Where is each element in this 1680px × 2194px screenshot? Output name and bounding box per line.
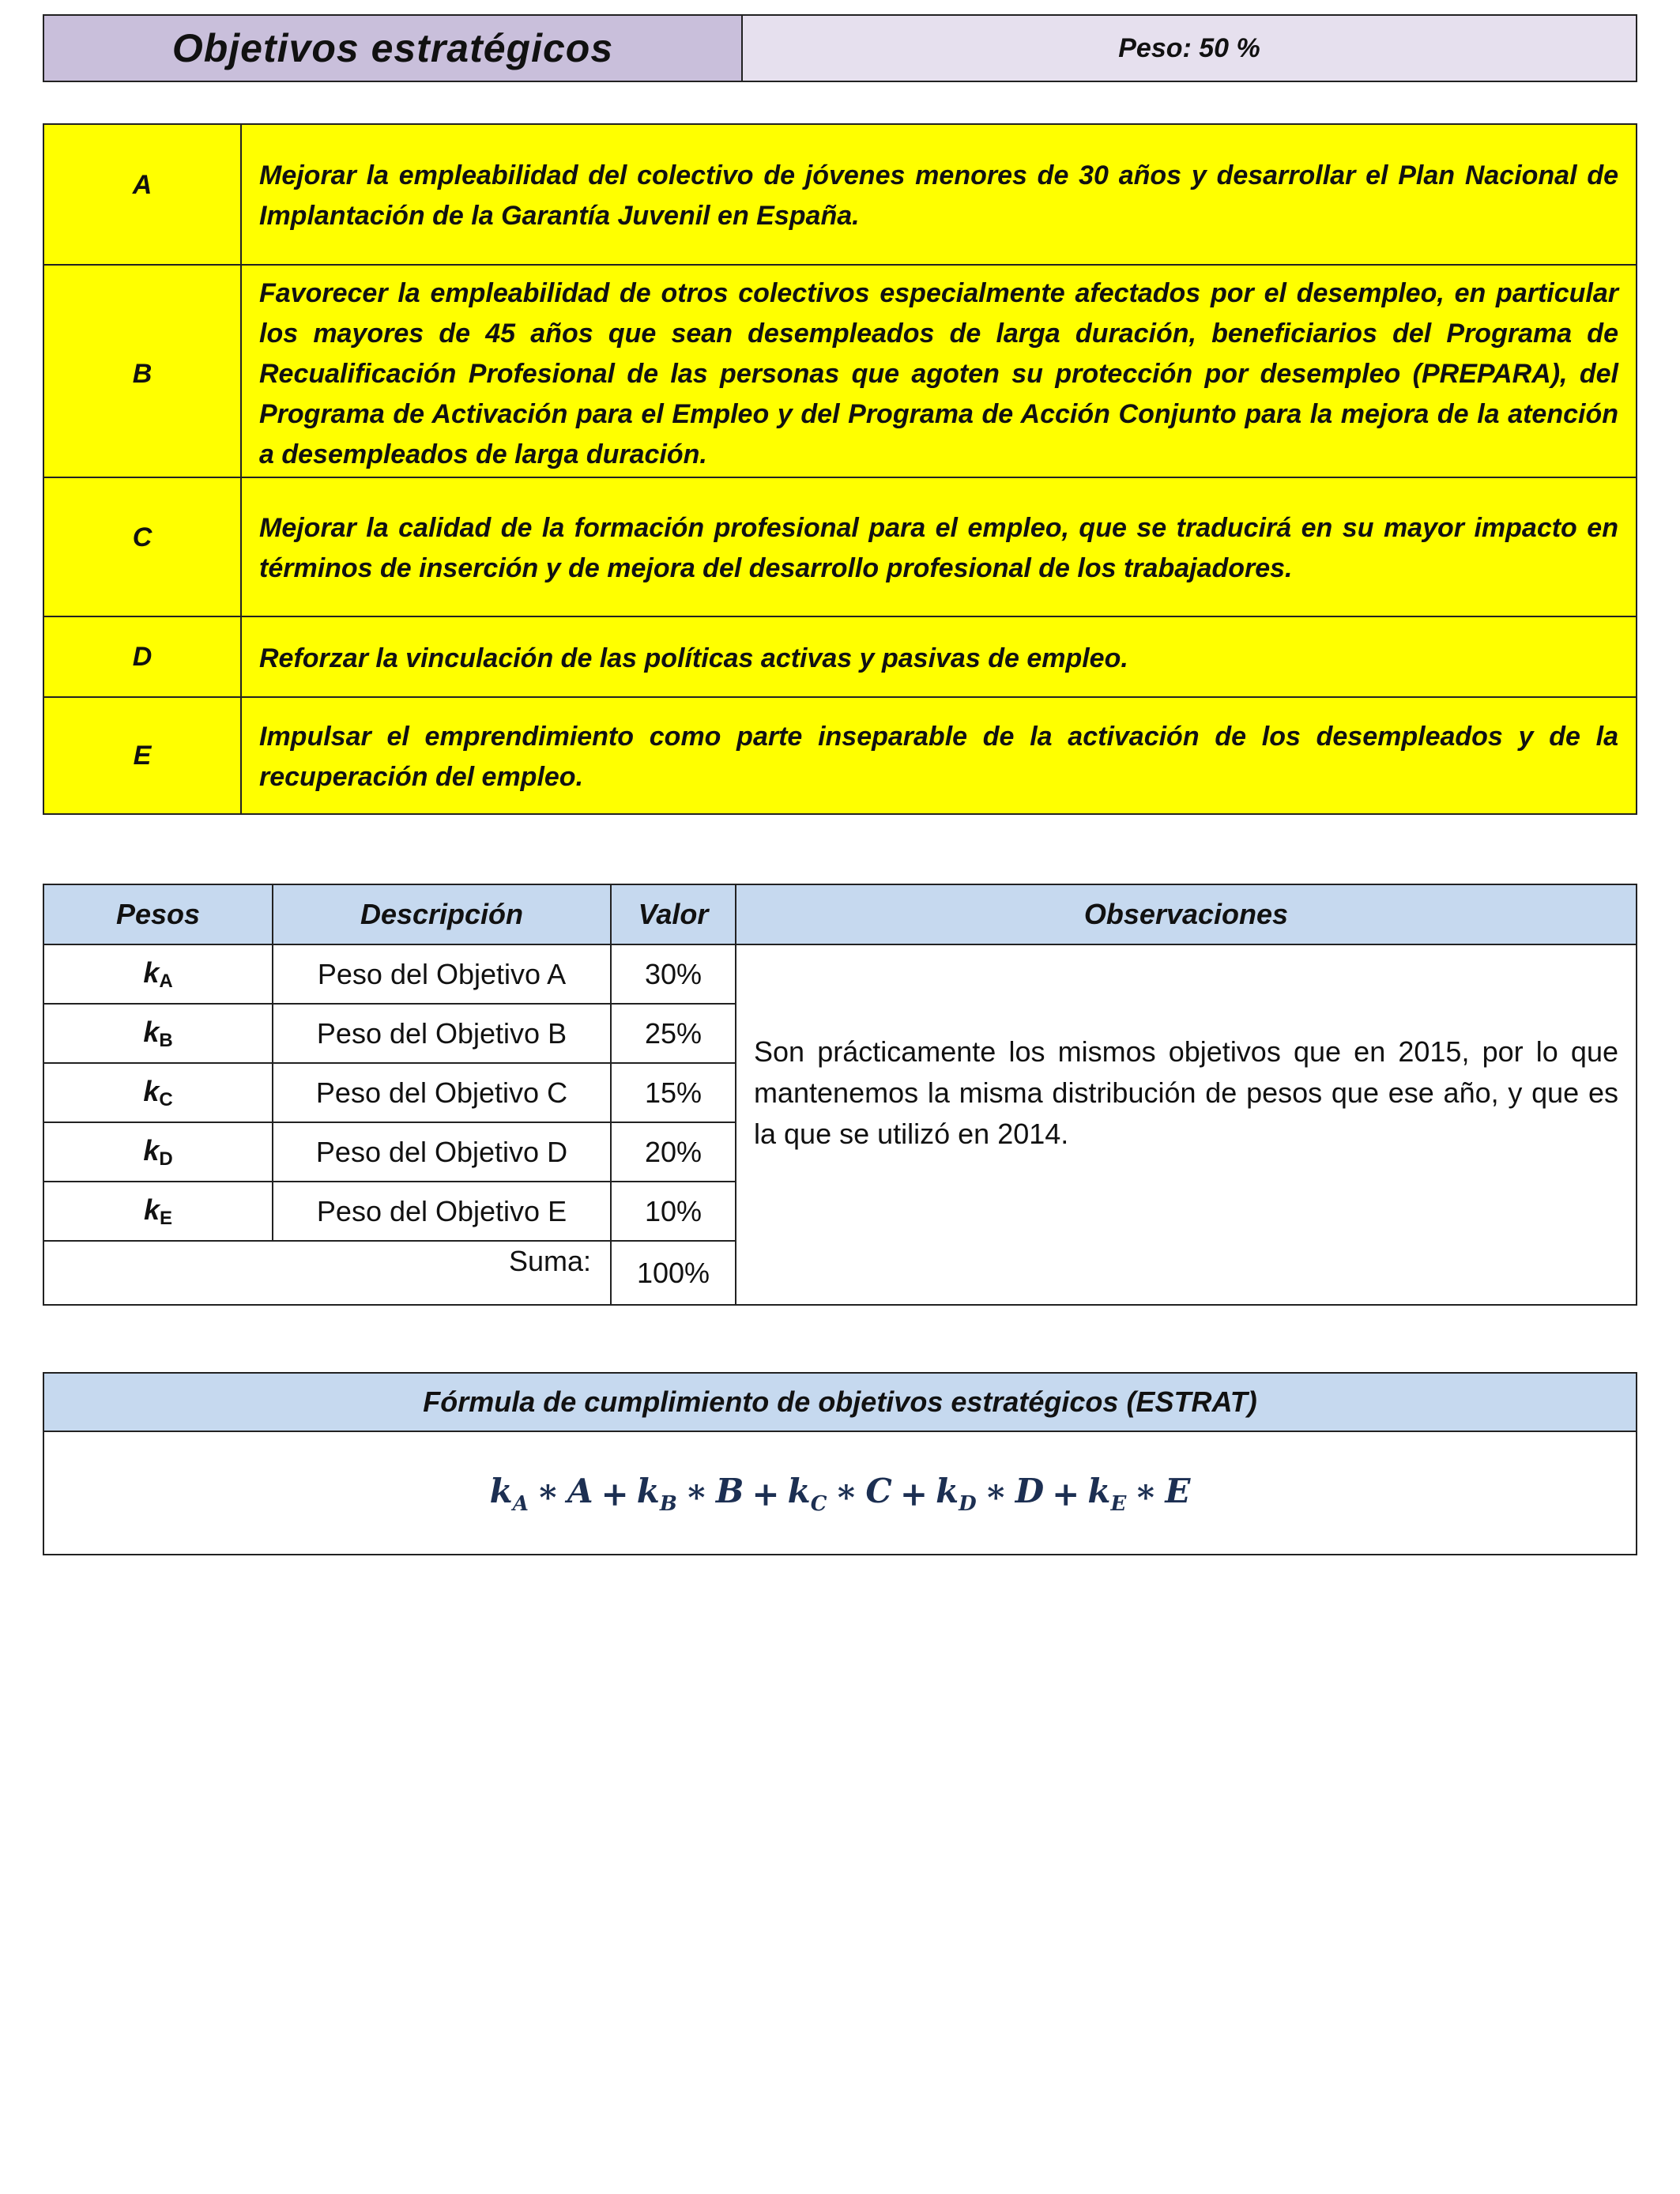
objective-row [43, 697, 1637, 814]
weight-value: 10% [611, 1182, 736, 1241]
weight-symbol: $k_E$ [43, 1182, 273, 1241]
weight-symbol: $k_B$ [43, 1004, 273, 1063]
sum-value: 100% [611, 1241, 736, 1305]
header-descripcion: Descripción [273, 884, 611, 944]
formula-expression [44, 1432, 1636, 1555]
formula-term: $k_A$ ∗ A [489, 1472, 593, 1516]
weight-description: Peso del Objetivo D [273, 1122, 611, 1182]
section-weight: Peso: 50 % [1118, 32, 1260, 63]
weight-description: Peso del Objetivo C [273, 1063, 611, 1122]
formula-term: $k_D$ ∗ D [936, 1472, 1045, 1516]
objective-row [43, 477, 1637, 616]
weights-table [43, 884, 1637, 1306]
objective-text: Impulsar el emprendimiento como parte inseparable de la activación de los desempleados y de la recuperación del empleo. [241, 697, 1637, 814]
objective-text: Mejorar la calidad de la formación profesional para el empleo, que se traducirá en su mayor impacto en términos de inserción y de mejora del desarrollo profesional de los trabajadores. [241, 477, 1637, 616]
weight-value: 20% [611, 1122, 736, 1182]
formula-plus: + [601, 1474, 629, 1514]
objective-letter: C [43, 477, 241, 616]
weights-header-row [43, 884, 1637, 944]
objective-row [43, 616, 1637, 697]
weight-symbol: $k_A$ [43, 944, 273, 1004]
weight-description: Peso del Objetivo A [273, 944, 611, 1004]
formula-term: $k_B$ ∗ B [636, 1472, 744, 1516]
section-title: Objetivos estratégicos [171, 26, 614, 70]
weight-description: Peso del Objetivo E [273, 1182, 611, 1241]
objective-letter: A [43, 124, 241, 265]
weight-value: 30% [611, 944, 736, 1004]
formula-title: Fórmula de cumplimiento de objetivos estratégicos (ESTRAT) [44, 1374, 1636, 1432]
formula-plus: + [899, 1474, 929, 1514]
formula-plus: + [751, 1474, 780, 1514]
objective-row [43, 265, 1637, 477]
formula-plus: + [1052, 1474, 1080, 1514]
objectives-table [43, 123, 1637, 815]
objective-letter: D [43, 616, 241, 697]
header-valor: Valor [611, 884, 736, 944]
weight-description: Peso del Objetivo B [273, 1004, 611, 1063]
objective-letter: B [43, 265, 241, 477]
objective-text: Reforzar la vinculación de las políticas activas y pasivas de empleo. [241, 616, 1637, 697]
formula-term: $k_E$ ∗ E [1087, 1472, 1191, 1516]
weight-value: 15% [611, 1063, 736, 1122]
weight-value: 25% [611, 1004, 736, 1063]
header-observaciones: Observaciones [736, 884, 1637, 944]
weight-symbol: $k_D$ [43, 1122, 273, 1182]
section-weight-cell [743, 16, 1636, 81]
section-header [43, 14, 1637, 82]
objective-text: Mejorar la empleabilidad del colectivo de jóvenes menores de 30 años y desarrollar el Plan Nacional de Implantación de la Garantía Juvenil en España. [241, 124, 1637, 265]
weights-observation: Son prácticamente los mismos objetivos que en 2015, por lo que mantenemos la misma distribución de pesos que ese año, y que es la que se utilizó en 2014. [736, 944, 1637, 1305]
header-pesos: Pesos [43, 884, 273, 944]
objective-letter: E [43, 697, 241, 814]
objective-text: Favorecer la empleabilidad de otros colectivos especialmente afectados por el desempleo, en particular los mayores de 45 años que sean desempleados de larga duración, beneficiarios del Programa de Recualificación Profesional de las personas que agoten su protección por desempleo (PREPARA), del Programa de Activación para el Empleo y del Programa de Acción Conjunto para la mejora de la atención a desempleados de larga duración. [241, 265, 1637, 477]
sum-label: Suma: [43, 1241, 611, 1305]
objective-row [43, 124, 1637, 265]
section-title-cell [44, 16, 743, 81]
weight-symbol: $k_C$ [43, 1063, 273, 1122]
formula-term: $k_C$ ∗ C [787, 1472, 892, 1516]
weight-row [43, 944, 1637, 1004]
formula-box [43, 1372, 1637, 1555]
